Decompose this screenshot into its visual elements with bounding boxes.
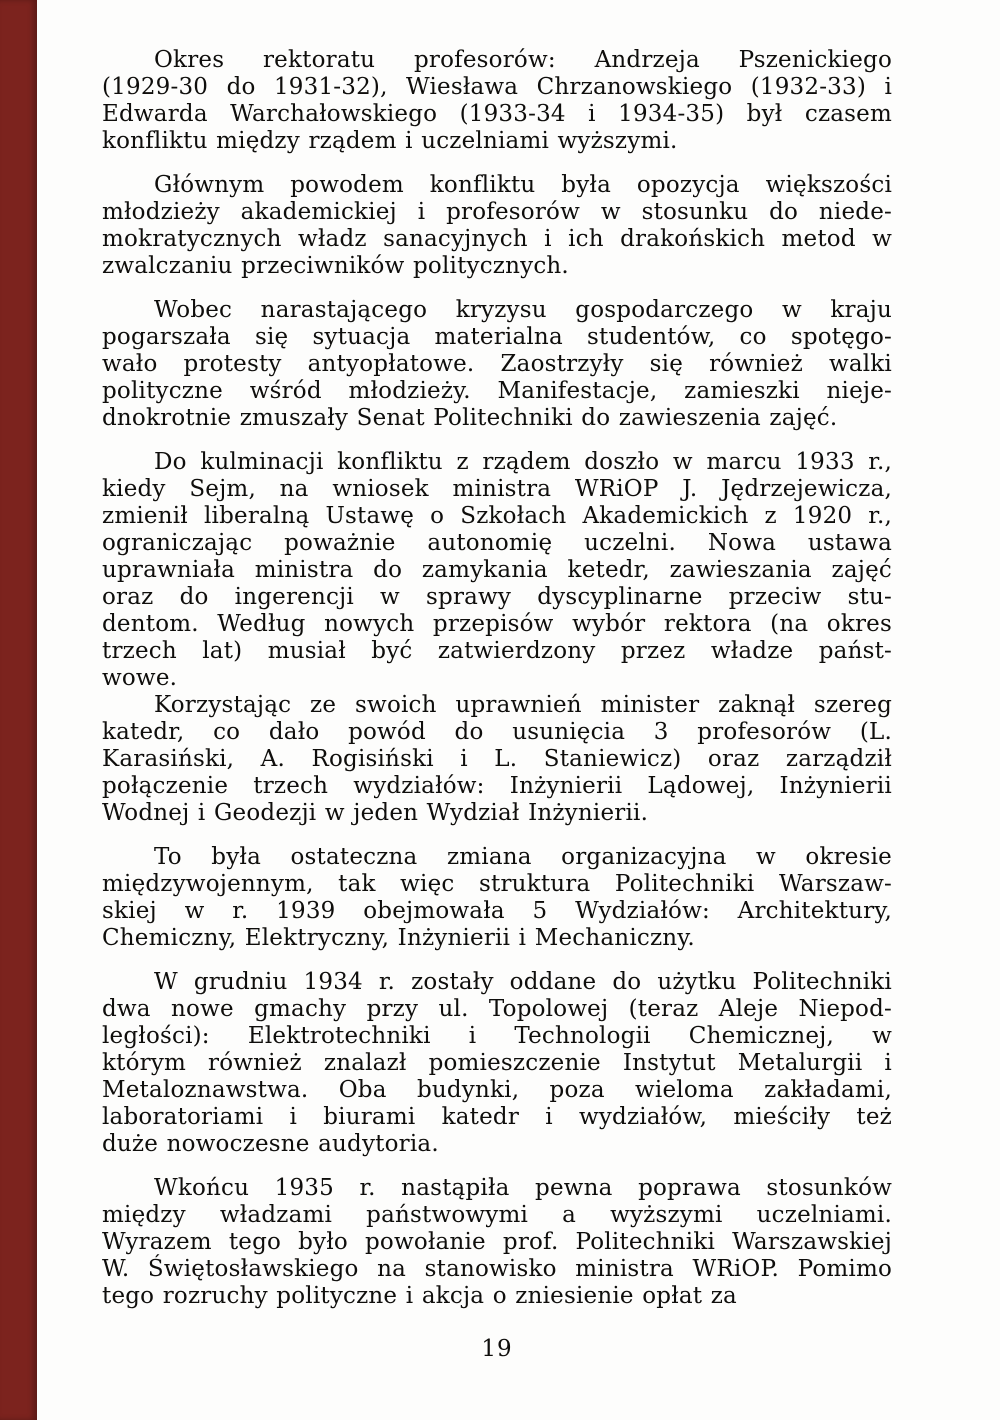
paragraph — [102, 1175, 892, 1310]
text-block — [102, 47, 892, 1310]
text-line: Do kulminacji konfliktu z rządem doszło w marcu 1933 r., — [154, 449, 892, 475]
paragraph — [102, 172, 892, 280]
text-line: Karasiński, A. Rogisiński i L. Staniewicz) oraz zarządził — [102, 746, 892, 772]
paragraph — [102, 844, 892, 952]
paragraph — [102, 297, 892, 432]
paragraph — [102, 692, 892, 827]
text-line: dwa nowe gmachy przy ul. Topolowej (teraz Aleje Niepod- — [102, 996, 892, 1022]
text-line: duże nowoczesne audytoria. — [102, 1131, 439, 1157]
text-line: trzech lat) musiał być zatwierdzony przez władze państ- — [102, 638, 892, 664]
text-line: między władzami państwowymi a wyższymi uczelniami. — [102, 1202, 892, 1228]
text-line: uprawniała ministra do zamykania ketedr, zawieszania zajęć — [102, 557, 892, 583]
page-number: 19 — [481, 1336, 513, 1362]
text-line: katedr, co dało powód do usunięcia 3 profesorów (L. — [102, 719, 892, 745]
text-line: polityczne wśród młodzieży. Manifestacje, zamieszki nieje- — [102, 378, 892, 404]
text-line: kiedy Sejm, na wniosek ministra WRiOP J. Jędrzejewicza, — [102, 476, 892, 502]
text-line: Wobec narastającego kryzysu gospodarczego w kraju — [154, 297, 892, 323]
text-line: wowe. — [102, 665, 178, 691]
text-line: ograniczając poważnie autonomię uczelni. Nowa ustawa — [102, 530, 892, 556]
text-line: (1929-30 do 1931-32), Wiesława Chrzanowskiego (1932-33) i — [102, 74, 892, 100]
text-line: Głównym powodem konfliktu była opozycja większości — [154, 172, 892, 198]
text-line: którym również znalazł pomieszczenie Instytut Metalurgii i — [102, 1050, 892, 1076]
text-line: W. Świętosławskiego na stanowisko ministra WRiOP. Pomimo — [102, 1256, 892, 1282]
binding-edge — [0, 0, 37, 1420]
text-line: To była ostateczna zmiana organizacyjna w okresie — [154, 844, 892, 870]
text-line: konfliktu między rządem i uczelniami wyższymi. — [102, 128, 678, 154]
text-line: Edwarda Warchałowskiego (1933-34 i 1934-35) był czasem — [102, 101, 892, 127]
text-line: połączenie trzech wydziałów: Inżynierii Lądowej, Inżynierii — [102, 773, 892, 799]
text-line: Wyrazem tego było powołanie prof. Politechniki Warszawskiej — [102, 1229, 892, 1255]
text-line: międzywojennym, tak więc struktura Politechniki Warszaw- — [102, 871, 892, 897]
text-line: pogarszała się sytuacja materialna studentów, co spotęgo- — [102, 324, 892, 350]
text-line: dentom. Według nowych przepisów wybór rektora (na okres — [102, 611, 892, 637]
text-line: Wkońcu 1935 r. nastąpiła pewna poprawa stosunków — [154, 1175, 892, 1201]
text-line: wało protesty antyopłatowe. Zaostrzyły się również walki — [102, 351, 892, 377]
text-line: ległości): Elektrotechniki i Technologii Chemicznej, w — [102, 1023, 892, 1049]
text-line: oraz do ingerencji w sprawy dyscyplinarne przeciw stu- — [102, 584, 892, 610]
text-line: młodzieży akademickiej i profesorów w stosunku do niede- — [102, 199, 892, 225]
text-line: Okres rektoratu profesorów: Andrzeja Pszenickiego — [154, 47, 892, 73]
text-line: W grudniu 1934 r. zostały oddane do użytku Politechniki — [154, 969, 892, 995]
text-line: dnokrotnie zmuszały Senat Politechniki do zawieszenia zajęć. — [102, 405, 838, 431]
text-line: Chemiczny, Elektryczny, Inżynierii i Mechaniczny. — [102, 925, 695, 951]
text-line: zwalczaniu przeciwników politycznych. — [102, 253, 569, 279]
text-line: tego rozruchy polityczne i akcja o zniesienie opłat za — [102, 1283, 737, 1309]
paragraph — [102, 969, 892, 1158]
text-line: laboratoriami i biurami katedr i wydziałów, mieściły też — [102, 1104, 892, 1130]
text-line: skiej w r. 1939 obejmowała 5 Wydziałów: Architektury, — [102, 898, 892, 924]
text-line: Metaloznawstwa. Oba budynki, poza wieloma zakładami, — [102, 1077, 892, 1103]
text-line: Korzystając ze swoich uprawnień minister zaknął szereg — [154, 692, 892, 718]
text-line: zmienił liberalną Ustawę o Szkołach Akademickich z 1920 r., — [102, 503, 892, 529]
paragraph — [102, 449, 892, 692]
text-line: Wodnej i Geodezji w jeden Wydział Inżynierii. — [102, 800, 649, 826]
paragraph — [102, 47, 892, 155]
text-line: mokratycznych władz sanacyjnych i ich drakońskich metod w — [102, 226, 892, 252]
